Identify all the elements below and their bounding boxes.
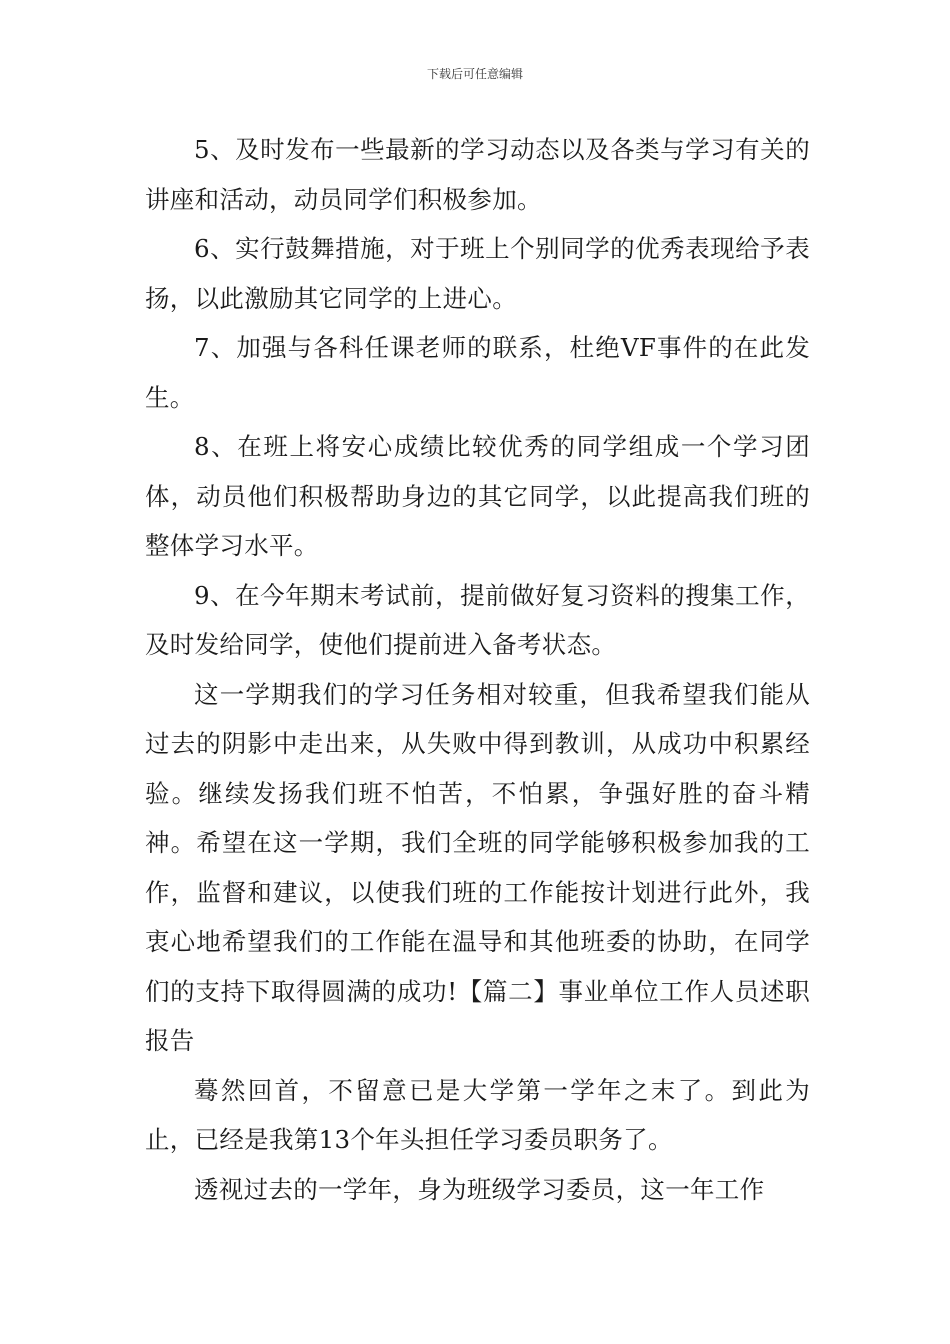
paragraph-item-9: 9、在今年期末考试前，提前做好复习资料的搜集工作，及时发给同学，使他们提前进入备考状态。 (145, 580, 810, 659)
paragraph-review-continued: 透视过去的一学年，身为班级学习委员，这一年工作 (194, 1174, 765, 1204)
paragraph-summary: 这一学期我们的学习任务相对较重，但我希望我们能从过去的阴影中走出来，从失败中得到教训，从成功中积累经验。继续发扬我们班不怕苦，不怕累，争强好胜的奋斗精神。希望在这一学期，我们全班的同学能够积极参加我的工作，监督和建议，以使我们班的工作能按计划进行此外，我衷心地希望我们的工作能在温导和其他班委的协助，在同学们的支持下取得圆满的成功!【篇二】事业单位工作人员述职报告 (145, 679, 810, 1055)
page-header: 下载后可任意编辑 (426, 67, 523, 81)
paragraph-item-7: 7、加强与各科任课老师的联系，杜绝VF事件的在此发生。 (145, 333, 810, 412)
paragraph-item-6: 6、实行鼓舞措施，对于班上个别同学的优秀表现给予表扬，以此激励其它同学的上进心。 (145, 234, 810, 313)
paragraph-review-intro: 蓦然回首，不留意已是大学第一学年之末了。到此为止，已经是我第13个年头担任学习委员职务了。 (145, 1075, 810, 1154)
paragraph-item-8: 8、在班上将安心成绩比较优秀的同学组成一个学习团体，动员他们积极帮助身边的其它同学，以此提高我们班的整体学习水平。 (145, 432, 810, 560)
document-body (145, 125, 810, 1214)
paragraph-item-5: 5、及时发布一些最新的学习动态以及各类与学习有关的讲座和活动，动员同学们积极参加。 (145, 135, 810, 214)
